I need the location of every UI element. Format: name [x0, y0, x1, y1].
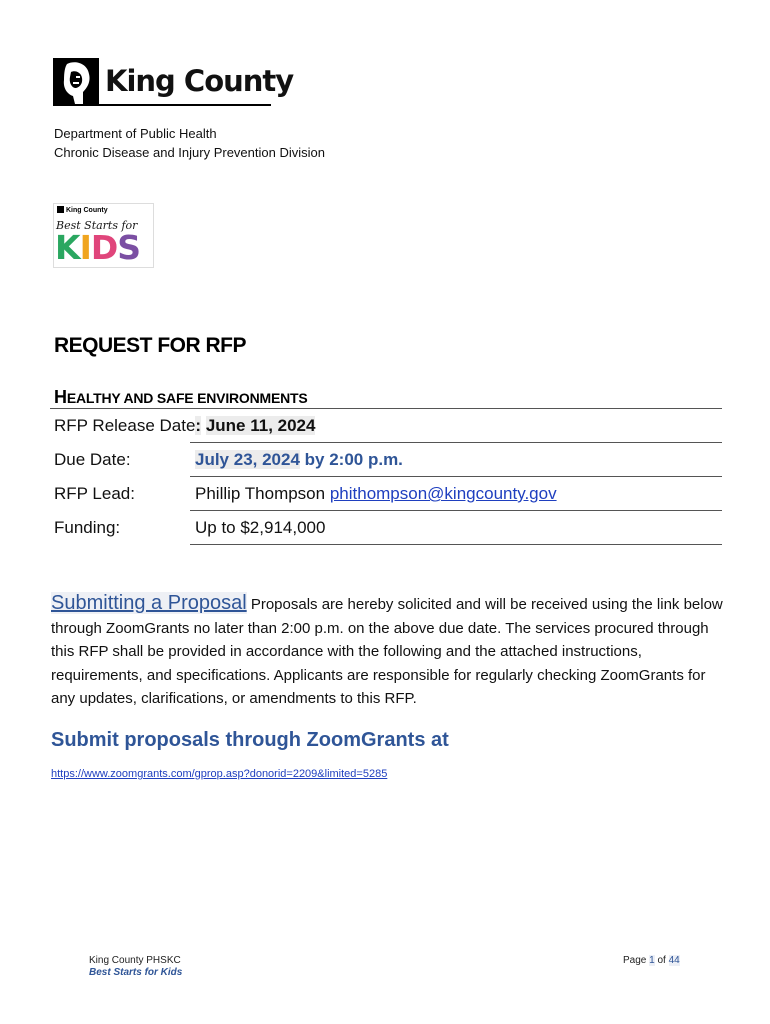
page-number: Page 1 of 44	[623, 955, 680, 966]
department-block	[54, 124, 325, 162]
funding-value: Up to $2,914,000	[195, 518, 326, 537]
table-rule	[190, 476, 722, 477]
table-rule-top	[50, 408, 722, 409]
rfp-lead-label: RFP Lead:	[54, 484, 135, 503]
footer-org-name: King County PHSKC	[89, 955, 181, 966]
footer-org	[89, 955, 182, 979]
king-county-logo	[53, 58, 294, 106]
document-subtitle: HEALTHY AND SAFE ENVIRONMENTS	[54, 387, 308, 407]
division-line: Chronic Disease and Injury Prevention Division	[54, 145, 325, 160]
document-title: REQUEST FOR RFP	[54, 334, 247, 357]
release-date-row: RFP Release Date: June 11, 2024	[54, 416, 316, 435]
due-date-value: July 23, 2024 by 2:00 p.m.	[195, 450, 403, 469]
zoomgrants-heading: Submit proposals through ZoomGrants at	[51, 729, 449, 751]
rfp-lead-value: Phillip Thompson phithompson@kingcounty.gov	[195, 484, 557, 503]
release-date-label: RFP Release Date	[54, 416, 196, 435]
kc-square-icon	[57, 206, 64, 213]
best-starts-for-kids-logo	[53, 203, 154, 268]
lead-email-link[interactable]: phithompson@kingcounty.gov	[329, 484, 557, 503]
bsk-kids-text: KIDS	[55, 228, 141, 267]
logo-underline	[99, 104, 271, 106]
submitting-body: Proposals are hereby solicited and will be received using the link below through ZoomGrants no later than 2:00 p.m. on the above due date. The services procured through this RFP shall be provided in accordance with the following and the attached instructions, requirements, and specifications. Applicants are responsible for regularly checking ZoomGrants for any updates, clarifications, or amendments to this RFP.	[51, 596, 723, 707]
mlk-portrait-icon	[53, 58, 99, 106]
zoomgrants-link[interactable]: https://www.zoomgrants.com/gprop.asp?donorid=2209&limited=5285	[51, 768, 388, 780]
table-rule	[190, 510, 722, 511]
funding-label: Funding:	[54, 518, 121, 537]
department-line: Department of Public Health	[54, 126, 217, 141]
table-rule	[190, 442, 722, 443]
bsk-script-text: Best Starts for	[56, 219, 138, 232]
table-rule	[190, 544, 722, 545]
footer-program: Best Starts for Kids	[89, 967, 183, 978]
release-date-value: June 11, 2024	[205, 416, 316, 435]
submitting-paragraph	[51, 592, 731, 711]
due-date-label: Due Date:	[54, 450, 131, 469]
logo-wordmark: King County	[105, 64, 294, 98]
submitting-heading: Submitting a Proposal	[51, 592, 247, 614]
bsk-kc-mark: King County	[57, 206, 108, 214]
